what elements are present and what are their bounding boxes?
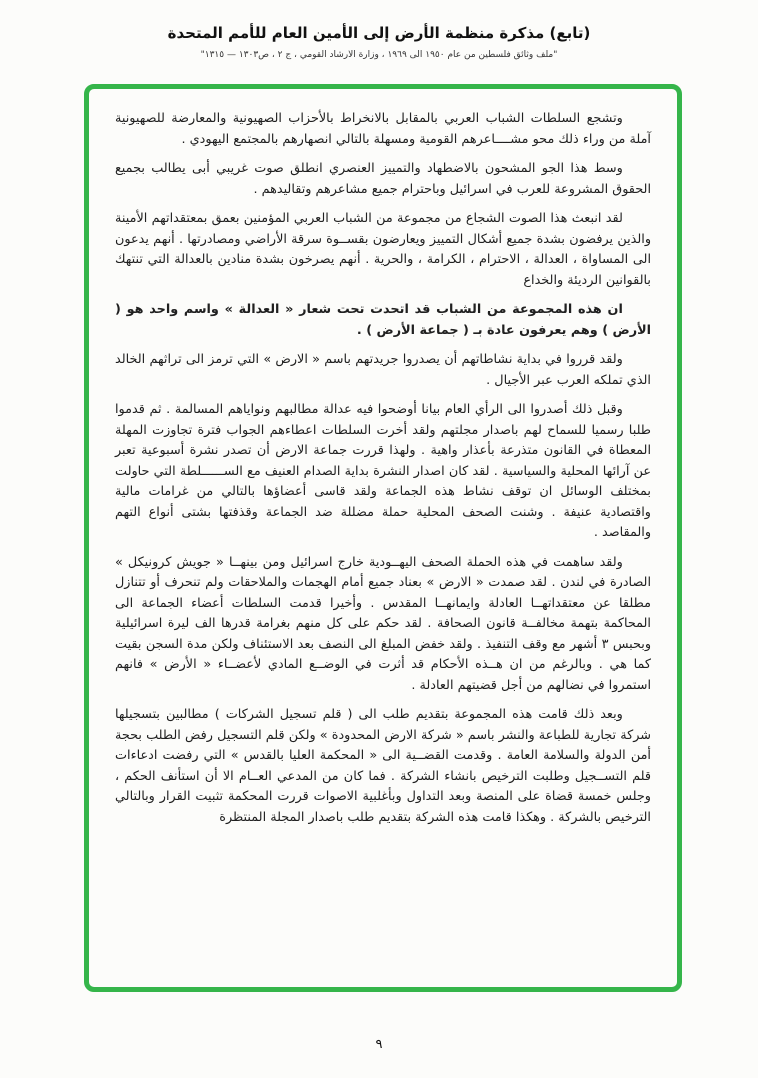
paragraph: وبعد ذلك قامت هذه المجموعة بتقديم طلب الى ( قلم تسجيل الشركات ) مطالبين بتسجيلها شركة تجارية للطباعة والنشر باسم « شركة الارض المحدودة » ولكن قلم التسجيل رفض الطلب بحجة أمن الدولة والسلامة العامة . وقدمت القضــية الى « المحكمة العليا بالقدس » التي رفضت ادعاءات قلم التســجيل وطلبت الترخيص بانشاء الشركة . فما كان من المدعي العــام الا أن استأنف الحكم ، وجلس خمسة قضاة على المنصة وبعد التداول وبأغلبية الاصوات قررت المحكمة تثبيت القرار وبالتالي الترخيص بالشركة . وهكذا قامت هذه الشركة بتقديم طلب باصدار المجلة المنتظرة xyxy=(115,707,651,825)
paragraph: ولقد ساهمت في هذه الحملة الصحف اليهــودية خارج اسرائيل ومن بينهــا « جويش كرونيكل » الصادرة في لندن . لقد صمدت « الارض » بعناد جميع أمام الهجمات والملاحقات ولم تنحرف أو تتنازل مطلقا عن معتقداتهــا العادلة وايمانهــا المقدس . وأخيرا قدمت السلطات أعضاء الجماعة الى المحاكمة بتهمة مخالفــة قانون الصحافة . لقد حكم على كل منهم بغرامة قدرها الف ليرة اسرائيلية وبحبس ٣ أشهر مع وقف التنفيذ . ولقد خفض المبلغ الى النصف بعد الاستئناف ولكن مدة السجن بقيت كما هي . وبالرغم من ان هــذه الأحكام قد أثرت في الوضــع المادي لأعضــاء « الأرض » فانهم استمروا في نضالهم من أجل قضيتهم العادلة . xyxy=(115,554,652,693)
paragraph: ان هذه المجموعة من الشباب قد اتحدت تحت شعار « العدالة » واسم واحد هو ( الأرض ) وهم يعرفون عادة بـ ( جماعة الأرض ) . xyxy=(115,302,651,338)
document-body xyxy=(115,109,651,828)
document-body-frame xyxy=(84,84,682,992)
paragraph: ولقد قرروا في بداية نشاطاتهم أن يصدروا جريدتهم باسم « الارض » التي ترمز الى تراثهم الخالد الذي تملكه العرب عبر الأجيال . xyxy=(115,352,651,388)
paragraph: وقبل ذلك أصدروا الى الرأي العام بيانا أوضحوا فيه عدالة مطالبهم ونواياهم المسالمة . ثم قدموا طلبا رسميا للسماح لهم باصدار مجلتهم ولقد أخرت السلطات اعطاءهم الجواب فترة تجاوزت المهلة المعطاة في القانون متذرعة بأعذار واهية . ولهذا قررت جماعة الارض أن تصدر نشرة أسبوعية تعبر عن آرائها المحلية والسياسية . لقد كان اصدار النشرة بداية الصدام العنيف مع الســــــلطة التي حاولت بمختلف الوسائل ان توقف نشاط هذه الجماعة ولقد قاسى أعضاؤها بالتالي من غرامات مالية واقتصادية عنيفة . وشنت الصحف المحلية حملة مضللة ضد الجماعة وقذفتها بشتى أنواع التهم والمقاصد . xyxy=(115,402,651,540)
paragraph: وسط هذا الجو المشحون بالاضطهاد والتمييز العنصري انطلق صوت غريبي أبى يطالب بجميع الحقوق المشروعة للعرب في اسرائيل وباحترام جميع مشاعرهم وتقاليدهم . xyxy=(115,161,651,197)
page-number: ٩ xyxy=(375,1037,383,1052)
document-title: (تابع) مذكرة منظمة الأرض إلى الأمين العام للأمم المتحدة xyxy=(167,24,591,42)
paragraph: لقد انبعث هذا الصوت الشجاع من مجموعة من الشباب العربي المؤمنين بعمق بمعتقداتهم الأمينة والذين يرفضون بشدة جميع أشكال التمييز ويعارضون بقســوة سرقة الأراضي ومصادرتها . أنهم يدعون الى المساواة ، العدالة ، الاحترام ، الكرامة ، والحرية . أنهم يصرخون بشدة منادين بالعدالة التي تنتهك بالقوانين الرديئة والخداع xyxy=(115,211,651,288)
paragraph: وتشجع السلطات الشباب العربي بالمقابل بالانخراط بالأحزاب الصهيونية والمعارضة للصهيونية آملة من وراء ذلك محو مشــــاعرهم القومية ومسهلة بالتالي انصهارهم بالمجتمع اليهودي . xyxy=(115,111,651,147)
document-subtitle: "ملف وثائق فلسطين من عام ١٩٥٠ الى ١٩٦٩ ، وزارة الارشاد القومي ، ج ٢ ، ص١٣٠٣ — ١٣١٥" xyxy=(200,50,558,60)
